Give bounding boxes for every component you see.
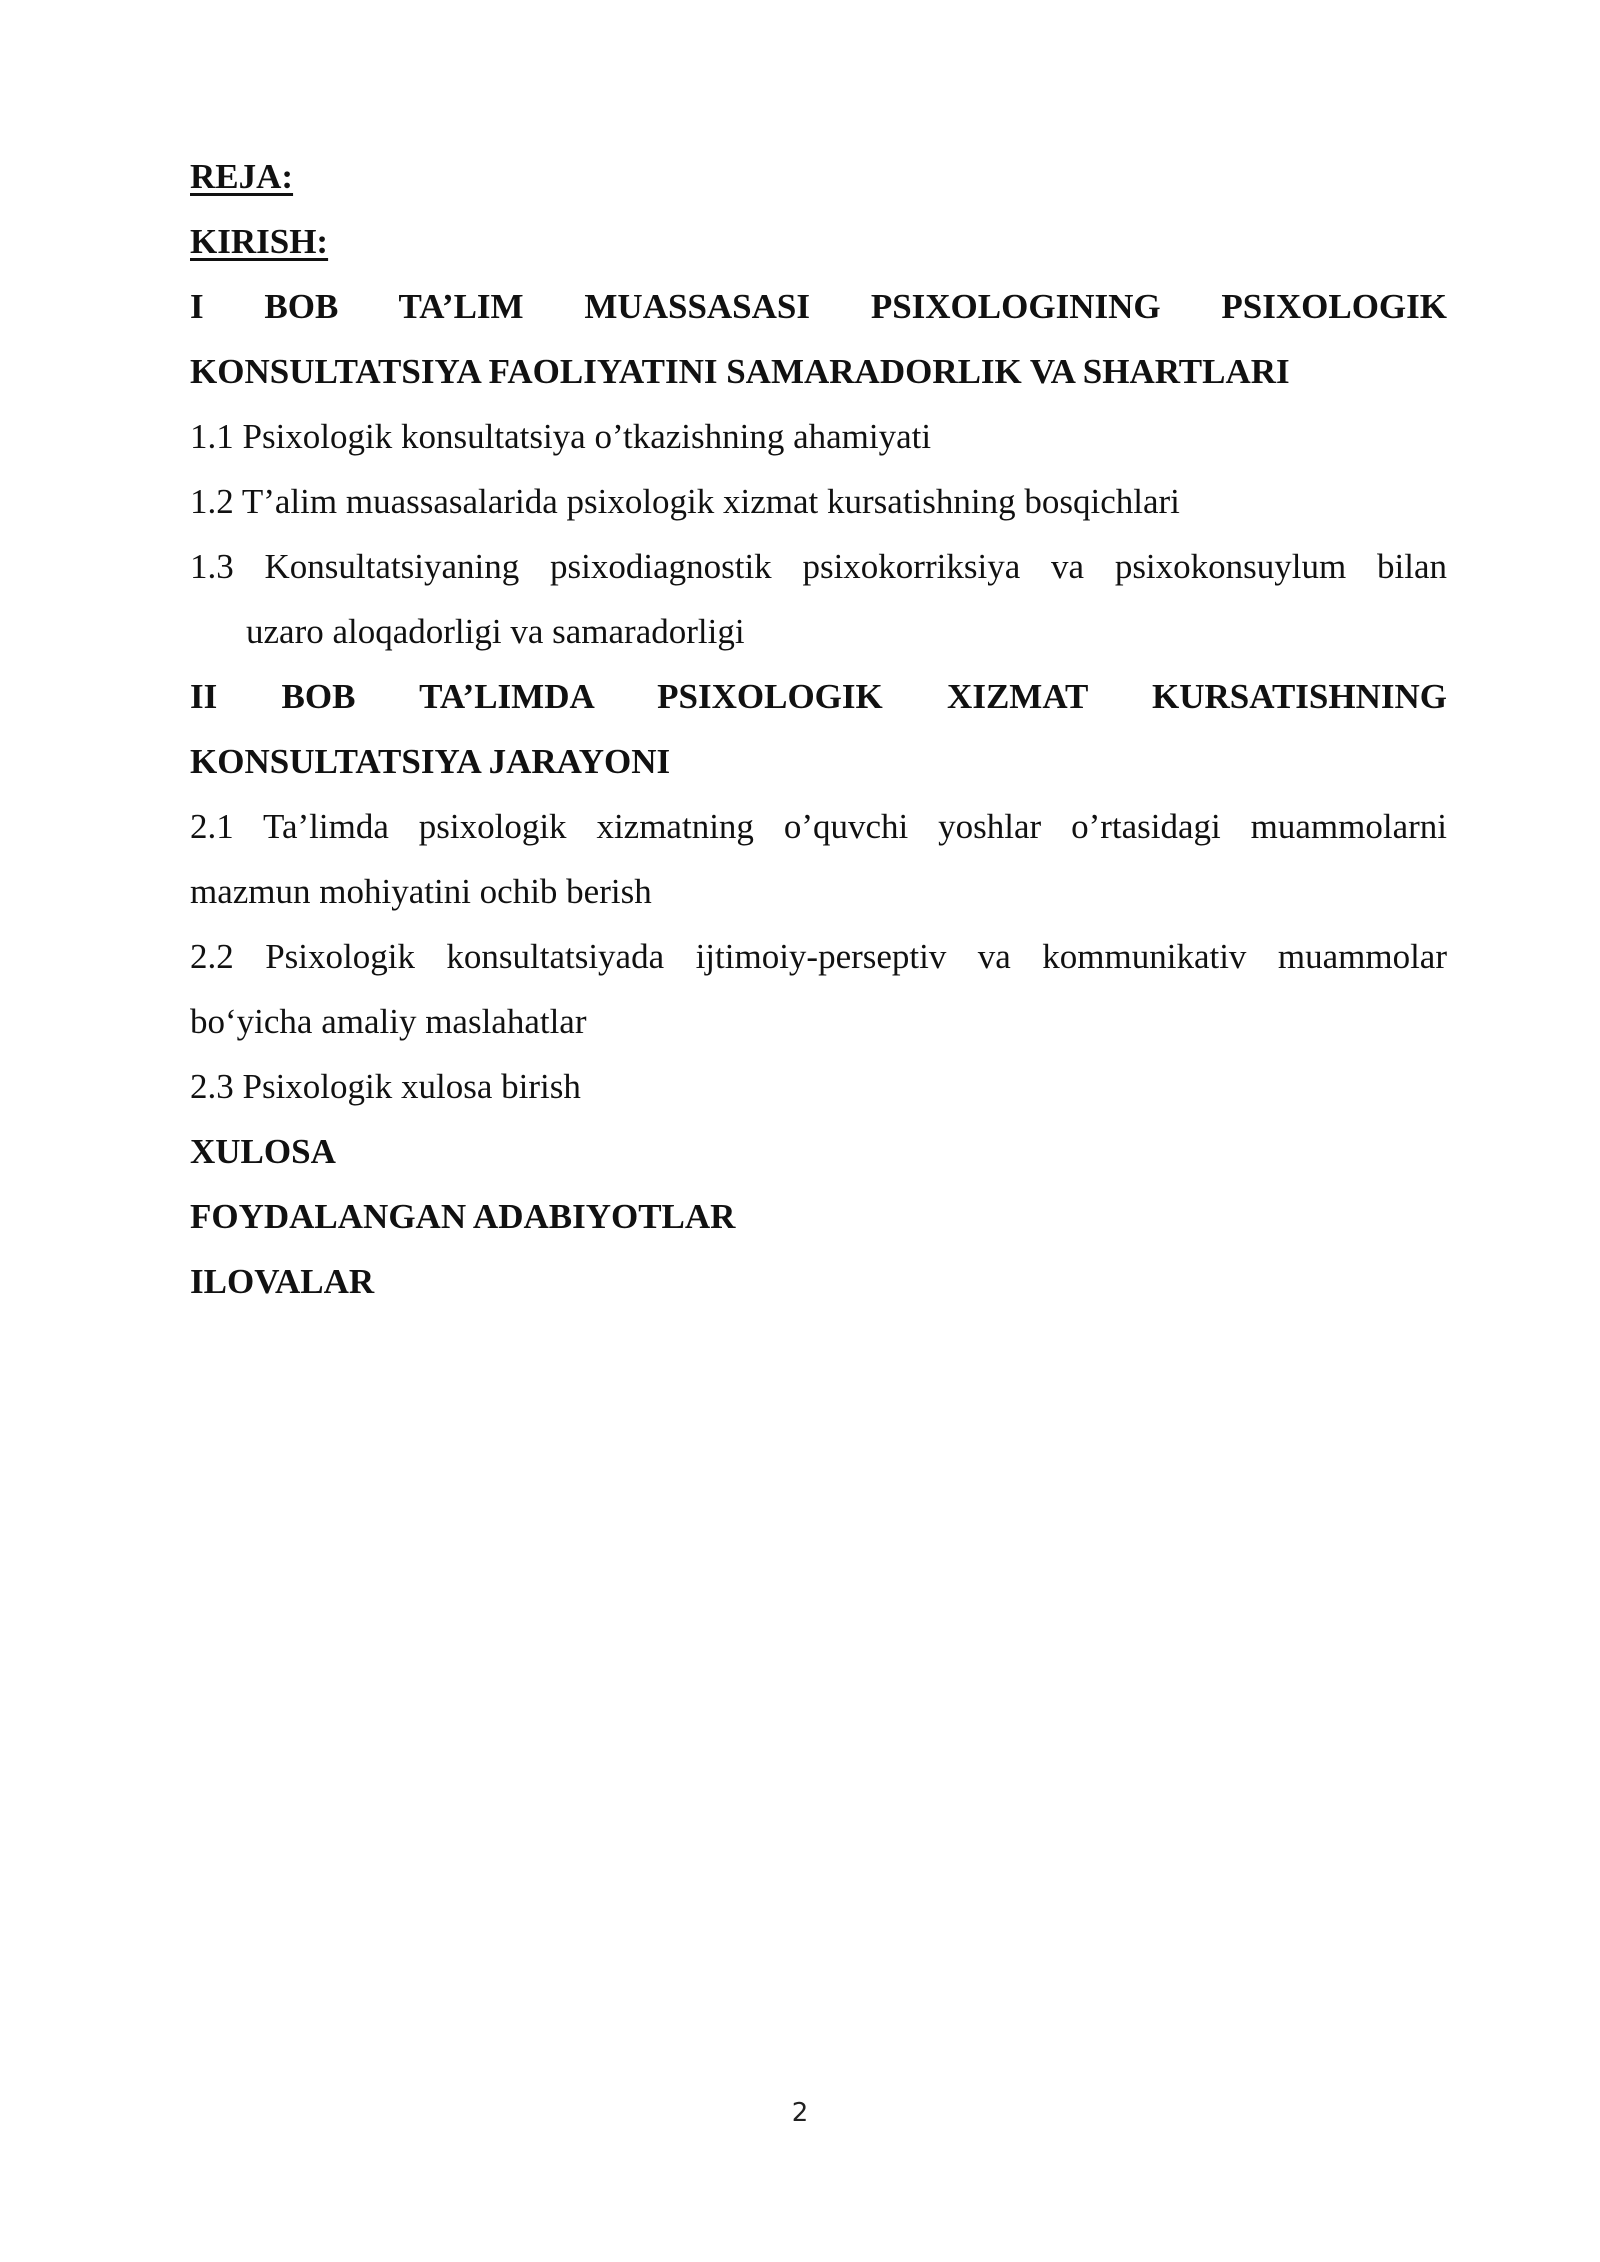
section-2-2-line-2: bo‘yicha amaliy maslahatlar bbox=[190, 1002, 587, 1041]
chapter-1-title-line-2: KONSULTATSIYA FAOLIYATINI SAMARADORLIK VA SHARTLARI bbox=[190, 352, 1290, 391]
section-1-2: 1.2 T’alim muassasalarida psixologik xizmat kursatishning bosqichlari bbox=[190, 482, 1180, 521]
section-2-2-line-1: 2.2 Psixologik konsultatsiyada ijtimoiy-perseptiv va kommunikativ muammolar bbox=[190, 937, 1447, 976]
section-2-1-line-2: mazmun mohiyatini ochib berish bbox=[190, 872, 652, 911]
chapter-1-title-line-1: I BOB TA’LIM MUASSASASI PSIXOLOGINING PSIXOLOGIK bbox=[190, 287, 1447, 326]
section-1-3-line-1: 1.3 Konsultatsiyaning psixodiagnostik psixokorriksiya va psixokonsuylum bilan bbox=[190, 547, 1447, 586]
heading-ilovalar: ILOVALAR bbox=[190, 1262, 375, 1301]
chapter-2-title-line-2: KONSULTATSIYA JARAYONI bbox=[190, 742, 671, 781]
page-number: 2 bbox=[791, 2098, 809, 2128]
heading-reja: REJA: bbox=[190, 157, 294, 196]
heading-kirish: KIRISH: bbox=[190, 222, 329, 261]
table-of-contents bbox=[190, 144, 1447, 1314]
heading-xulosa: XULOSA bbox=[190, 1132, 336, 1171]
section-1-1: 1.1 Psixologik konsultatsiya o’tkazishning ahamiyati bbox=[190, 417, 932, 456]
section-2-1-line-1: 2.1 Ta’limda psixologik xizmatning o’quvchi yoshlar o’rtasidagi muammolarni bbox=[190, 807, 1447, 846]
section-1-3-line-2: uzaro aloqadorligi va samaradorligi bbox=[246, 612, 745, 651]
heading-adabiyotlar: FOYDALANGAN ADABIYOTLAR bbox=[190, 1197, 736, 1236]
chapter-2-title-line-1: II BOB TA’LIMDA PSIXOLOGIK XIZMAT KURSATISHNING bbox=[190, 677, 1447, 716]
section-2-3: 2.3 Psixologik xulosa birish bbox=[190, 1067, 581, 1106]
